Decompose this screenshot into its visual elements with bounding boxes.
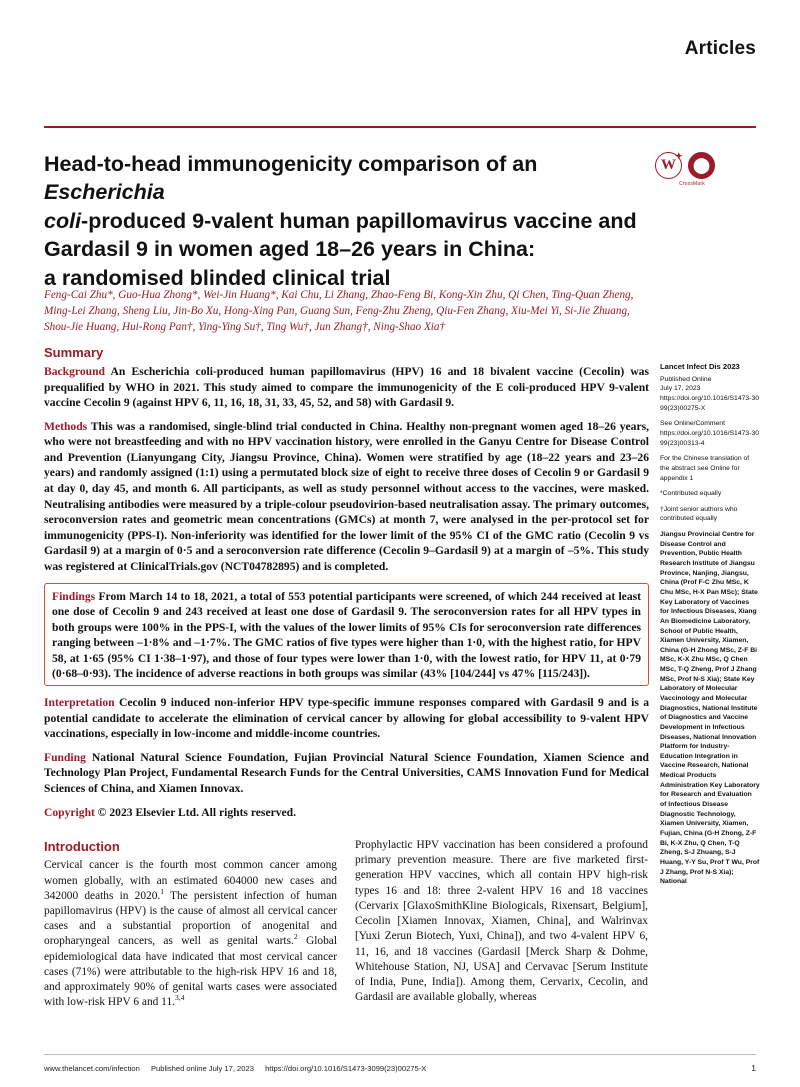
published-online-date: July 17, 2023 [660,385,701,393]
footer-published: Published online July 17, 2023 [150,1064,254,1073]
doi-link-2[interactable]: https://doi.org/10.1016/S1473-3099(23)00313-4 [660,429,760,447]
citation-ref-2: 2 [293,932,298,942]
doi-link-1[interactable]: https://doi.org/10.1016/S1473-3099(23)00275-X [660,395,760,412]
copyright-line [44,806,649,819]
body-columns [44,838,649,1011]
summary-heading: Summary [44,345,104,360]
author-list: Feng-Cai Zhu*, Guo-Hua Zhong*, Wei-Jin Huang*, Kai Chu, Li Zhang, Zhao-Feng Bi, Kong-Xin Zhu, Qi Chen, Ting-Quan Zheng, Ming-Lei Zhang, Sheng Liu, Jin-Bo Xu, Hong-Xing Pan, Guang Sun, Feng-Zhu Zheng, Qiu-Fen Zhang, Xiu-Mei Yi, Si-Jie Zhuang, Shou-Jie Huang, Hui-Rong Pan†, Ying-Ying Su†, Ting Wu†, Jun Zhang†, Ning-Shao Xia† [44,289,634,333]
methods-text: This was a randomised, single-blind trial conducted in China. Healthy non-pregnant women aged 18–26 years, who were not breastfeeding and with no HPV vaccination history, were enrolled in the Ganyu Centre for Disease Control and Prevention (Lianyungang City, Jiangsu Province, China). Women were stratified by age (18–22 years and 23–26 years) and randomly assigned (1:1) using a permutated block size of eight to receive three doses of Cecolin 9 or Gardasil 9 at day 0, day 45, and month 6. All participants, as well as study personnel without access to the vaccines, were masked. Neutralising antibodies were measured by a triple-colour pseudovirion-based neutralisation assay. The primary outcomes, seroconversion rates and geometric mean concentrations (GMCs) at month 7, were analysed in the per-protocol set for immunogenicity (PPS-I). Non-inferiority was identified for the lower limit of the 95% CI of the GMC ratio (Cecolin 9 vs Gardasil 9) at a margin of 0·5 and a seroconversion rate difference (Cecolin 9–Gardasil 9) at a margin of –5%. This study was registered at ClinicalTrials.gov (NCT04782895) and is completed. [44,419,649,573]
interpretation-text: Cecolin 9 induced non-inferior HPV type-specific immune responses compared with Gardasil 9 and is a potential candidate to accelerate the elimination of cervical cancer by allowing for global accessibility to 9-valent HPV vaccinations, especially in low-income and middle-income countries. [44,695,649,741]
summary-background [44,364,649,411]
page-footer [44,1063,756,1073]
body-column-1 [44,838,337,1011]
crossmark-label: CrossMark [679,181,705,187]
citation-ref-3: 3,4 [175,993,185,1003]
citation-ref-1: 1 [160,886,165,896]
published-online-block [660,375,760,414]
intro-p1-part3: Global epidemiological data have indicated that most cervical cancer cases (71%) were attributable to the high-risk HPV 16 and 18, and approximately 90% of genital warts cases were associated with low-risk HPV 6 and 11. [44,935,338,1009]
see-online-label: See Online/Comment [660,420,725,428]
copyright-label: Copyright [44,806,95,820]
translation-note: For the Chinese translation of the abstract see Online for appendix 1 [660,455,750,482]
contributed-equally-note: *Contributed equally [660,490,722,498]
summary-methods [44,419,649,575]
findings-text: From March 14 to 18, 2021, a total of 553 potential participants were screened, of which 244 received at least one dose of Cecolin 9 and 243 received at least one dose of Gardasil 9. The seroconversion rates for all HPV types in both groups were 100% in the PPS-I, with the values of the lower limits of 95% CIs for seroconversion rate differences ranging between –1·8% and –1·7%. The GMC ratios of five types were higher than 1·0, with the highest ratio, for HPV 58, at 1·65 (95% CI 1·38–1·97), and those of four types were lower than 1·0, with the lowest ratio, for HPV 11, at 0·79 (0·68–0·93). The incidence of adverse reactions in both groups was similar (43% [104/244] vs 47% [115/243]). [52,589,641,681]
page-title [44,150,644,292]
see-online-block [660,419,760,448]
section-label: Articles [684,38,756,59]
title-line2-italic: coli [44,208,82,233]
intro-p1-part2: The persistent infection of human papillomavirus (HPV) is the cause of almost all cervical cancer cases and a substantial proportion of anogenital and oropharyngeal cancers, as well as genital warts. [44,889,337,948]
copyright-text: © 2023 Elsevier Ltd. All rights reserved. [97,806,297,820]
footer-page-number: 1 [751,1063,756,1073]
title-line1-a: Head-to-head immunogenicity comparison of an [44,152,538,176]
introduction-paragraph-2: Prophylactic HPV vaccination has been considered a profound primary prevention measure. There are five marketed first-generation HPV vaccines, which all contain HPV high-risk types 16 and 18: three 2-valent HPV 16 and 18 vaccines (Cervarix [GlaxoSmithKline Biologicals, Rixensart, Belgium], Cecolin [Xiamen Innovax, Xiamen, China], and Walrinvax [Yuxi Zerun Biotech, Yuxi, China]), and two 4-valent HPV 6, 11, 16, and 18 vaccines (Gardasil [Merck Sharp & Dohme, Whitehouse Station, NJ, USA] and Cervavac [Serum Institute of India, Pune, India]). Among them, Cervarix, Cecolin, and Gardasil are available globally, whereas [355,839,648,1004]
header-divider [44,126,756,128]
summary-section [44,345,649,831]
crossmark-glyph: ⬤ [693,158,710,174]
affiliations-text: Jiangsu Provincial Centre for Disease Control and Prevention, Public Health Research Institute of Jiangsu Province, Nanjing, Jiangsu, China (Prof F-C Zhu MSc, K Chu MSc, H-X Pan MSc); State Key Laboratory of Vaccines for Infectious Diseases, Xiang An Biomedicine Laboratory, School of Public Health, Xiamen University, Xiamen, China (G-H Zhong MSc, Z-F Bi MSc, K-X Zhu MSc, Q Chen MSc, T-Q Zheng, Prof J Zhang MSc, Prof N-S Xia); State Key Laboratory of Molecular Vaccinology and Molecular Diagnostics, National Institute of Diagnostics and Vaccine Development in Infectious Diseases, National Innovation Platform for Industry-Education Integration in Vaccine Research, National Medical Products Administration Key Laboratory for Research and Evaluation of Infectious Disease Diagnostic Technology, Xiamen University, Xiamen, Fujian, China (G-H Zhong, Z-F Bi, K-X Zhu, Q Chen, T-Q Zheng, S-J Zhuang, S-J Huang, Y-Y Su, Prof T Wu, Prof J Zhang, Prof N-S Xia); National [660,531,760,886]
findings-label: Findings [52,589,96,603]
crossmark-icon[interactable] [688,152,715,179]
star-icon: ✦ [675,151,683,161]
title-line2-b: -produced 9-valent human papillomavirus vaccine and [81,208,637,233]
summary-funding [44,750,649,797]
body-column-2 [355,838,648,1011]
introduction-paragraph-1 [44,858,337,1010]
summary-interpretation [44,695,649,742]
footer-website[interactable]: www.thelancet.com/infection [44,1064,140,1073]
footer-doi[interactable]: https://doi.org/10.1016/S1473-3099(23)00275-X [265,1064,427,1073]
funding-text: National Natural Science Foundation, Fujian Provincial Natural Science Foundation, Xiamen Science and Technology Plan Project, Fundamental Research Funds for the Central Universities, CAMS Innovation Fund for Medical Sciences of China, and Xiamen Innovax. [44,750,649,795]
intro-p1-part1: Cervical cancer is the fourth most common cancer among women globally, with an estimated 604000 new cases and 342000 deaths in 2020. [44,859,337,902]
interpretation-label: Interpretation [44,695,115,709]
methods-label: Methods [44,419,88,433]
funding-label: Funding [44,750,86,764]
journal-marks [655,152,725,194]
published-online-label: Published Online [660,375,712,383]
title-line4: a randomised blinded clinical trial [44,265,391,290]
footer-divider [44,1054,756,1055]
journal-citation: Lancet Infect Dis 2023 [660,362,740,371]
joint-senior-authors-note: †Joint senior authors who contributed equally [660,505,738,523]
side-rail [660,362,760,893]
journal-mark-letter: W [661,157,676,173]
summary-findings [52,589,641,682]
journal-logo-icon [655,152,682,179]
footer-left [44,1064,435,1073]
findings-highlight-box [44,583,649,686]
title-block [44,150,644,292]
title-line3: Gardasil 9 in women aged 18–26 years in China: [44,237,536,262]
background-text: An Escherichia coli-produced human papillomavirus (HPV) 16 and 18 bivalent vaccine (Cecolin) was prequalified by WHO in 2021. This study aimed to compare the immunogenicity of the E coli-produced HPV 9-valent vaccine Cecolin 9 (against HPV 6, 11, 16, 18, 31, 33, 45, 52, and 58) with Gardasil 9. [44,365,649,410]
background-label: Background [44,365,105,378]
title-line1-italic: Escherichia [44,180,165,205]
introduction-heading: Introduction [44,839,120,854]
